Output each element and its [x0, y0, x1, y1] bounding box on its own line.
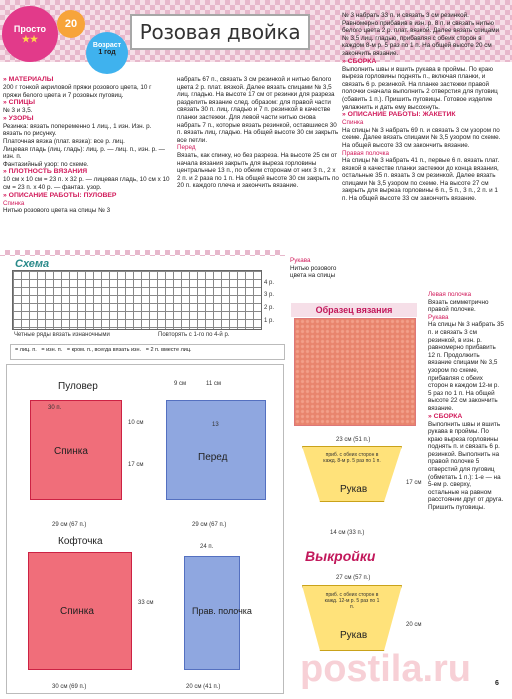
front-subheading: Перед: [177, 144, 196, 152]
jacket-assembly-text: Выполнить швы и вшить рукава в проймы. По краю выреза горловины поднять п. и связать 6 р. резинкой. Выполнить на правой полочке 5 отверстий для пуговиц (обметать 1 п.): 1-е — на 5-ем р. сверху, остальные на равном расстоянии друг от друга. Пришить пуговицы.: [428, 420, 504, 512]
density-text: 10 см х 10 см = 23 п. х 32 р. — лицевая гладь, 10 см х 10 см = 23 п. х 40 р. — фантаз. узор.: [3, 176, 170, 191]
legend-item-purl: = изн. п.: [41, 347, 63, 353]
scheme-title: Схема: [15, 258, 50, 270]
legend: [10, 344, 285, 360]
patterns-heading: Выкройки: [305, 548, 376, 564]
needles-text: № 3 и 3,5.: [3, 107, 33, 115]
front-dim-11: 11 см: [206, 381, 222, 387]
column-3: [342, 12, 502, 203]
jacket-back-label: Спинка: [60, 606, 94, 617]
pullover-heading: » ОПИСАНИЕ РАБОТЫ: ПУЛОВЕР: [3, 192, 171, 200]
jacket-back-width: 30 см (69 п.): [52, 684, 87, 690]
jacket-assembly-heading: » СБОРКА: [428, 413, 504, 421]
row-label-4: 4 р.: [264, 280, 275, 286]
jacket-back-text: На спицы № 3 набрать 69 п. и связать 3 см узором по схеме. Далее вязать спицами № 3,5 узором по схеме. На общей высоте 33 см закончить вязание.: [342, 126, 501, 149]
left-front-text: Вязать симметрично правой полочке.: [428, 298, 489, 314]
age-number-badge: 20: [57, 10, 85, 38]
sleeve1-bottom: 14 см (33 п.): [330, 530, 365, 536]
sleeve-block: [290, 257, 338, 280]
sleeve-text: Нитью розового цвета на спицы: [290, 264, 337, 280]
sleeve2-note: приб. с обеих сторон в кажд. 12-м р. 5 раз по 1 п.: [324, 592, 380, 610]
row-label-2: 2 р.: [264, 305, 275, 311]
age-unit: 1 год: [98, 49, 116, 56]
level-label: Просто: [13, 24, 47, 34]
left-front-subheading: Левая полочка: [428, 291, 472, 298]
page-title: Розовая двойка: [130, 14, 310, 50]
knit-sample-swatch: [294, 318, 416, 426]
density-heading: » ПЛОТНОСТЬ ВЯЗАНИЯ: [3, 168, 171, 176]
scheme-divider: [0, 250, 285, 256]
sleeve2-top: 27 см (57 п.): [336, 575, 371, 581]
front-dim-9: 9 см: [174, 381, 187, 387]
front-width: 29 см (67 п.): [192, 522, 227, 528]
row-label-1: 1 р.: [264, 318, 275, 324]
pullover-back-label: Спинка: [54, 446, 88, 457]
jacket-front-label: Прав. полочка: [192, 606, 252, 616]
right-front-subheading: Правая полочка: [342, 149, 390, 157]
sleeve2-label: Рукав: [340, 630, 368, 641]
pullover-back-v17: 17 см: [128, 462, 144, 468]
back-text: Нитью розового цвета на спицы № 3: [3, 207, 111, 215]
pullover-front-piece: [166, 400, 266, 500]
sleeve1-v17: 17 см: [406, 480, 422, 486]
patterns-text: Резинка: вязать попеременно 1 лиц., 1 изн. Изн. р. вязать по рисунку.: [3, 122, 152, 138]
jacket-back-v33: 33 см: [138, 600, 154, 606]
age-badge: [86, 32, 128, 74]
sleeve-cont: № 3 набрать 33 п. и связать 3 см резинкой. Равномерно прибавив в изн. р. 8 п. и связать нитью белого цвета 2 р. плат. вязкой. Далее вязать спицами № 3,5 лиц. гладью, прибавляя с обеих сторон в каждом 8-м р. 5 раз по 1 п. На общей высоте 20 см закончить вязание.: [342, 12, 500, 57]
scheme-caption-left: Четные ряды вязать изнаночными: [14, 332, 110, 338]
jacket-heading: » ОПИСАНИЕ РАБОТЫ: ЖАКЕТИК: [342, 111, 502, 119]
jacket-front-width: 20 см (41 п.): [186, 684, 221, 690]
back-subheading: Спинка: [3, 199, 25, 207]
pullover-back-cont: набрать 67 п., связать 3 см резинкой и нитью белого цвета 2 р. плат. вязкой. Далее вязать спицами № 3,5 лиц. гладью. На высоте 17 см от резинки для разреза разделить вязание след. образом: для правой части связать 30 п. лиц. гладью и 7 п. резинкой в качестве планки застежки. Для левой части нитью снова набрать 7 п., которые вязать резинкой, оставшиеся 30 п. вязать лиц. гладью. На общей высоте 30 см закрыть все петли.: [177, 76, 339, 144]
age-label: Возраст: [92, 42, 122, 49]
pullover-back-v10: 10 см: [128, 420, 144, 426]
sleeve1-note: приб. с обеих сторон в кажд. 8-м р. 5 раз по 1 п.: [323, 452, 381, 464]
sleeve1-label: Рукав: [340, 484, 368, 495]
patterns-heading: » УЗОРЫ: [3, 115, 171, 123]
pullover-label: Пуловер: [58, 381, 98, 392]
materials-heading: » МАТЕРИАЛЫ: [3, 76, 171, 84]
legend-item-edge: = кром. п., всегда вязать изн.: [66, 347, 142, 353]
sample-title: Образец вязания: [291, 303, 417, 317]
pullover-back-top: 30 п.: [48, 405, 62, 411]
needles-heading: » СПИЦЫ: [3, 99, 171, 107]
page-number: 6: [495, 680, 499, 687]
right-front-text: На спицы № 3 набрать 41 п., первые 6 п. вязать плат. вязкой в качестве планки застежки до конца вязания, остальные 35 п. вязать 3 см резинкой. Далее вязать спицами № 3,5 узором по схеме. На высоте 27 см закрыть для выреза горловины 6 п., 5 п., 3 п., 2 п. и 1 п. На общей высоте 33 см закончить вязание.: [342, 157, 500, 203]
jacket-sleeve-text: На спицы № 3 набрать 35 п. и связать 3 см резинкой, в изн. р. равномерно прибавить 12 п. Продолжить вязание спицами № 3,5 узором по схеме, прибавляя с обеих сторон в каждом 12-м р. 5 раз по 1 п. На общей высоте 22 см закончить вязание.: [428, 321, 504, 412]
watermark: postila.ru: [300, 648, 472, 690]
sleeve1-top: 23 см (51 п.): [336, 437, 371, 443]
column-2: [177, 76, 339, 190]
scheme-caption-right: Повторять с 1-го по 4-й р.: [158, 332, 230, 338]
front-neck-13: 13: [212, 422, 219, 428]
row-label-3: 3 р.: [264, 292, 275, 298]
jacket-front-24: 24 п.: [200, 544, 214, 550]
patterns-text-3: Лицевая гладь (лиц. гладь): лиц. р. — лиц. п., изн. р. — изн. п.: [3, 145, 165, 161]
patterns-text-2: Платочная вязка (плат. вязка): все р. лиц.: [3, 137, 125, 145]
star-icon: ★★: [21, 34, 39, 44]
jacket-label: Кофточка: [58, 536, 103, 547]
front-text: Вязать, как спинку, но без разреза. На высоте 25 см от начала вязания закрыть для выреза горловины центральные 13 п., по обеим сторонам от них 3 п., 2 х 2 п. и 2 раза по 1 п. На общей высоте 30 см закрыть по 20 п. каждого плеча и закончить вязание.: [177, 151, 339, 190]
column-4: [428, 291, 504, 591]
legend-item-knit: = лиц. п.: [15, 347, 37, 353]
assembly-text: Выполнить швы и вшить рукава в проймы. По краю выреза горловины поднять п., включая планки, и связать 6 р. резинкой. На планке застежки правой полочки сначала выполнить 2 отверстия для пуговиц (сбавить 1 п.). Пришить пуговицы. Готовое изделие увлажнить и дать ему высохнуть.: [342, 65, 498, 111]
column-1: [3, 76, 171, 215]
sleeve-subheading: Рукава: [290, 257, 311, 264]
assembly-heading: » СБОРКА: [342, 58, 502, 66]
legend-item-k2tog: = 2 п. вместе лиц.: [145, 347, 192, 353]
pullover-back-width: 29 см (67 п.): [52, 522, 87, 528]
jacket-sleeve-subheading: Рукава: [428, 313, 449, 321]
sleeve2-v20: 20 см: [406, 622, 422, 628]
knitting-chart: [12, 270, 262, 330]
pullover-front-label: Перед: [198, 452, 228, 463]
materials-text: 200 г тонкой акриловой пряжи розового цвета, 10 г пряжи белого цвета и 7 розовых пуговиц.: [3, 84, 152, 99]
patterns-text-4: Фантазийный узор: по схеме.: [3, 160, 89, 168]
level-badge: [2, 6, 58, 62]
jacket-back-subheading: Спинка: [342, 119, 364, 127]
